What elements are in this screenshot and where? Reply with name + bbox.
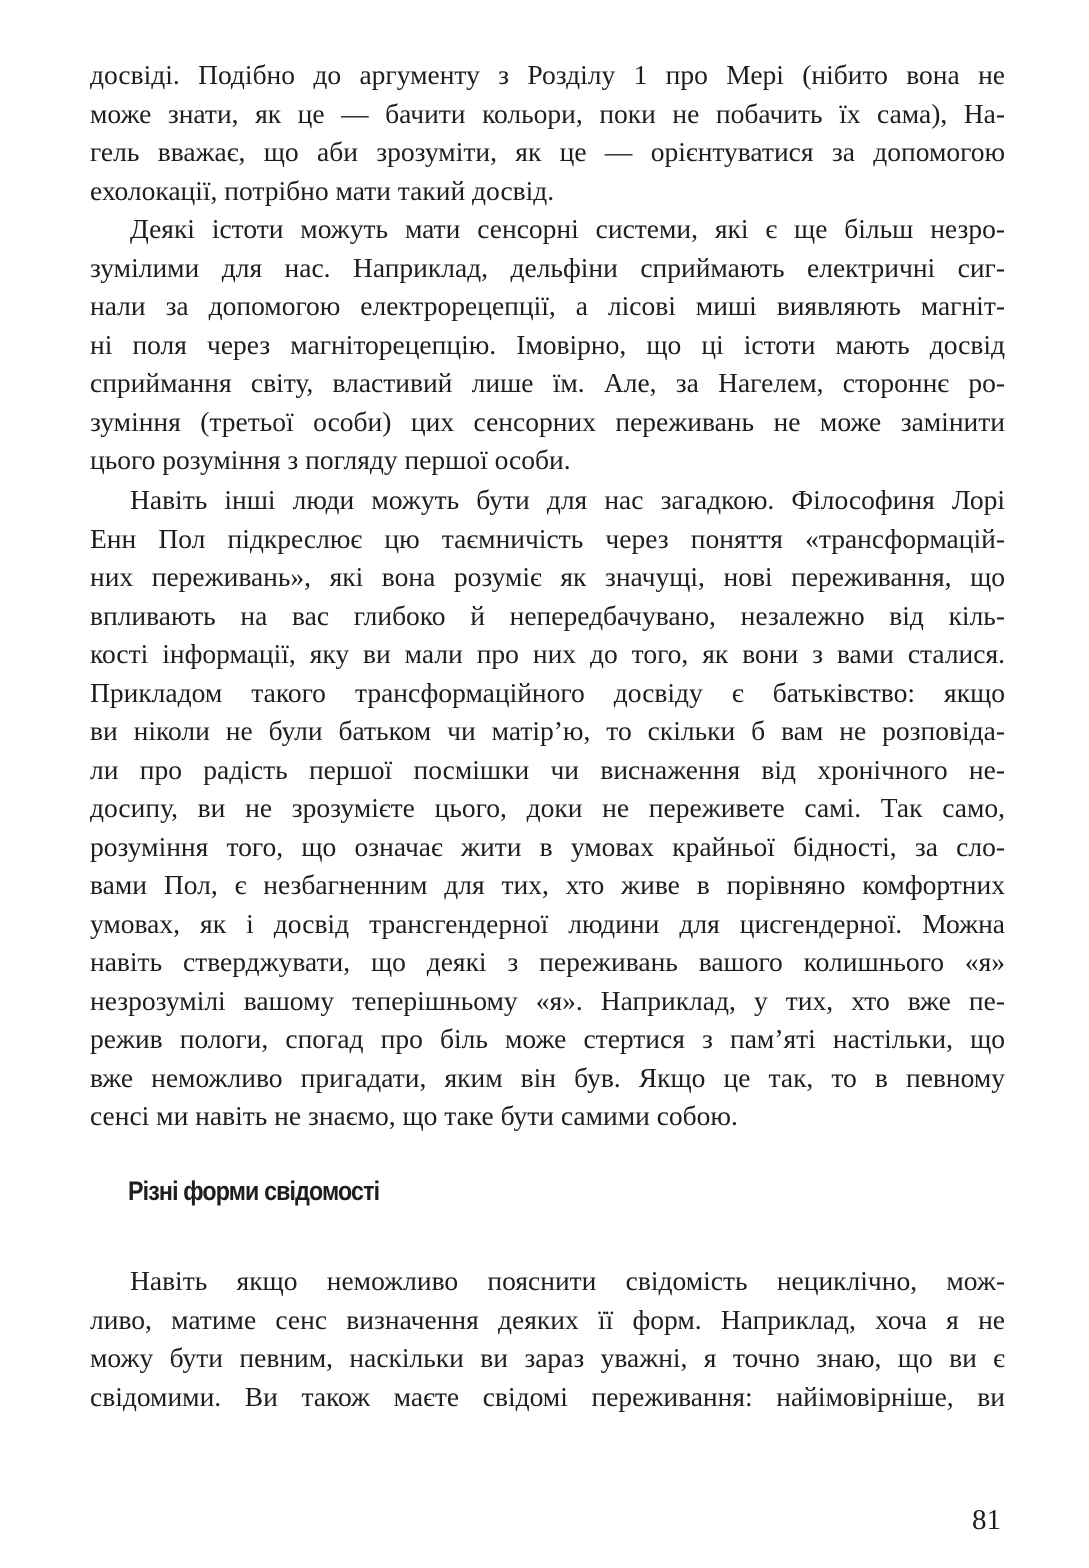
text-line: них переживань», які вона розуміє як значущі, нові переживання, що	[90, 561, 1005, 592]
text-line: режив пологи, спогад про біль може стертися з пам’яті настільки, що	[90, 1023, 1005, 1054]
text-line: вами Пол, є незбагненним для тих, хто живе в порівняно комфортних	[90, 869, 1005, 900]
paragraph-2	[90, 210, 1005, 480]
text-line: умовах, як і досвід трансгендерної людини для цисгендерної. Можна	[90, 907, 1005, 939]
text-line: свідомими. Ви також маєте свідомі переживання: найімовірніше, ви	[90, 1380, 1005, 1412]
text-line: гель вважає, що аби зрозуміти, як це — орієнтуватися за допомогою	[90, 136, 1005, 167]
text-line: ні поля через магніторецепцію. Імовірно, що ці істоти мають досвід	[90, 328, 1005, 360]
text-line: Прикладом такого трансформаційного досвіду є батьківство: якщо	[90, 676, 1005, 708]
text-line: Навіть якщо неможливо пояснити свідомість нециклічно, мож-	[130, 1265, 1005, 1296]
paragraph-3	[90, 481, 1005, 1136]
text-line: впливають на вас глибоко й непередбачувано, незалежно від кіль-	[90, 599, 1005, 631]
text-line: незрозумілі вашому теперішньому «я». Наприклад, у тих, хто вже пе-	[90, 984, 1005, 1016]
text-line: досвіді. Подібно до аргументу з Розділу 1 про Мері (нібито вона не	[90, 59, 1005, 90]
text-line: Навіть інші люди можуть бути для нас загадкою. Філософиня Лорі	[130, 484, 1005, 515]
section-heading: Різні форми свідомості	[128, 1176, 380, 1206]
text-line: вже неможливо пригадати, яким він був. Якщо це так, то в певному	[90, 1061, 1005, 1093]
text-line: розуміння того, що означає жити в умовах крайньої бідності, за сло-	[90, 830, 1005, 862]
text-line: ли про радість першої посмішки чи виснаження від хронічного не-	[90, 753, 1005, 785]
text-line: досипу, ви не зрозумієте цього, доки не переживете самі. Так само,	[90, 792, 1005, 823]
text-line: зуміння (третьої особи) цих сенсорних переживань не може замінити	[90, 405, 1005, 437]
text-line: зумілими для нас. Наприклад, дельфіни сприймають електричні сиг-	[90, 251, 1005, 283]
text-line: ливо, матиме сенс визначення деяких її форм. Наприклад, хоча я не	[90, 1303, 1005, 1335]
text-line: цього розуміння з погляду першої особи.	[90, 444, 571, 475]
text-line: кості інформації, яку ви мали про них до того, як вони з вами сталися.	[90, 638, 1005, 669]
text-line: ви ніколи не були батьком чи матір’ю, то скільки б вам не розповіда-	[90, 715, 1005, 746]
text-line: Деякі істоти можуть мати сенсорні системи, які є ще більш незро-	[130, 213, 1005, 244]
text-line: можу бути певним, наскільки ви зараз уважні, я точно знаю, що ви є	[90, 1342, 1005, 1373]
text-line: навіть стверджувати, що деякі з переживань вашого колишнього «я»	[90, 946, 1005, 977]
page-number: 81	[972, 1504, 1001, 1536]
text-line: Енн Пол підкреслює цю таємничість через поняття «трансформацій-	[90, 522, 1005, 554]
text-line: сенсі ми навіть не знаємо, що таке бути самими собою.	[90, 1100, 738, 1131]
text-line: сприймання світу, властивий лише їм. Але, за Нагелем, стороннє ро-	[90, 367, 1005, 398]
text-line: нали за допомогою електрорецепції, а лісові миші виявляють магніт-	[90, 290, 1005, 321]
text-line: ехолокації, потрібно мати такий досвід.	[90, 174, 555, 206]
section-paragraph	[90, 1262, 1005, 1416]
paragraph-1	[90, 56, 1005, 210]
text-line: може знати, як це — бачити кольори, поки не побачить їх сама), На-	[90, 97, 1005, 129]
